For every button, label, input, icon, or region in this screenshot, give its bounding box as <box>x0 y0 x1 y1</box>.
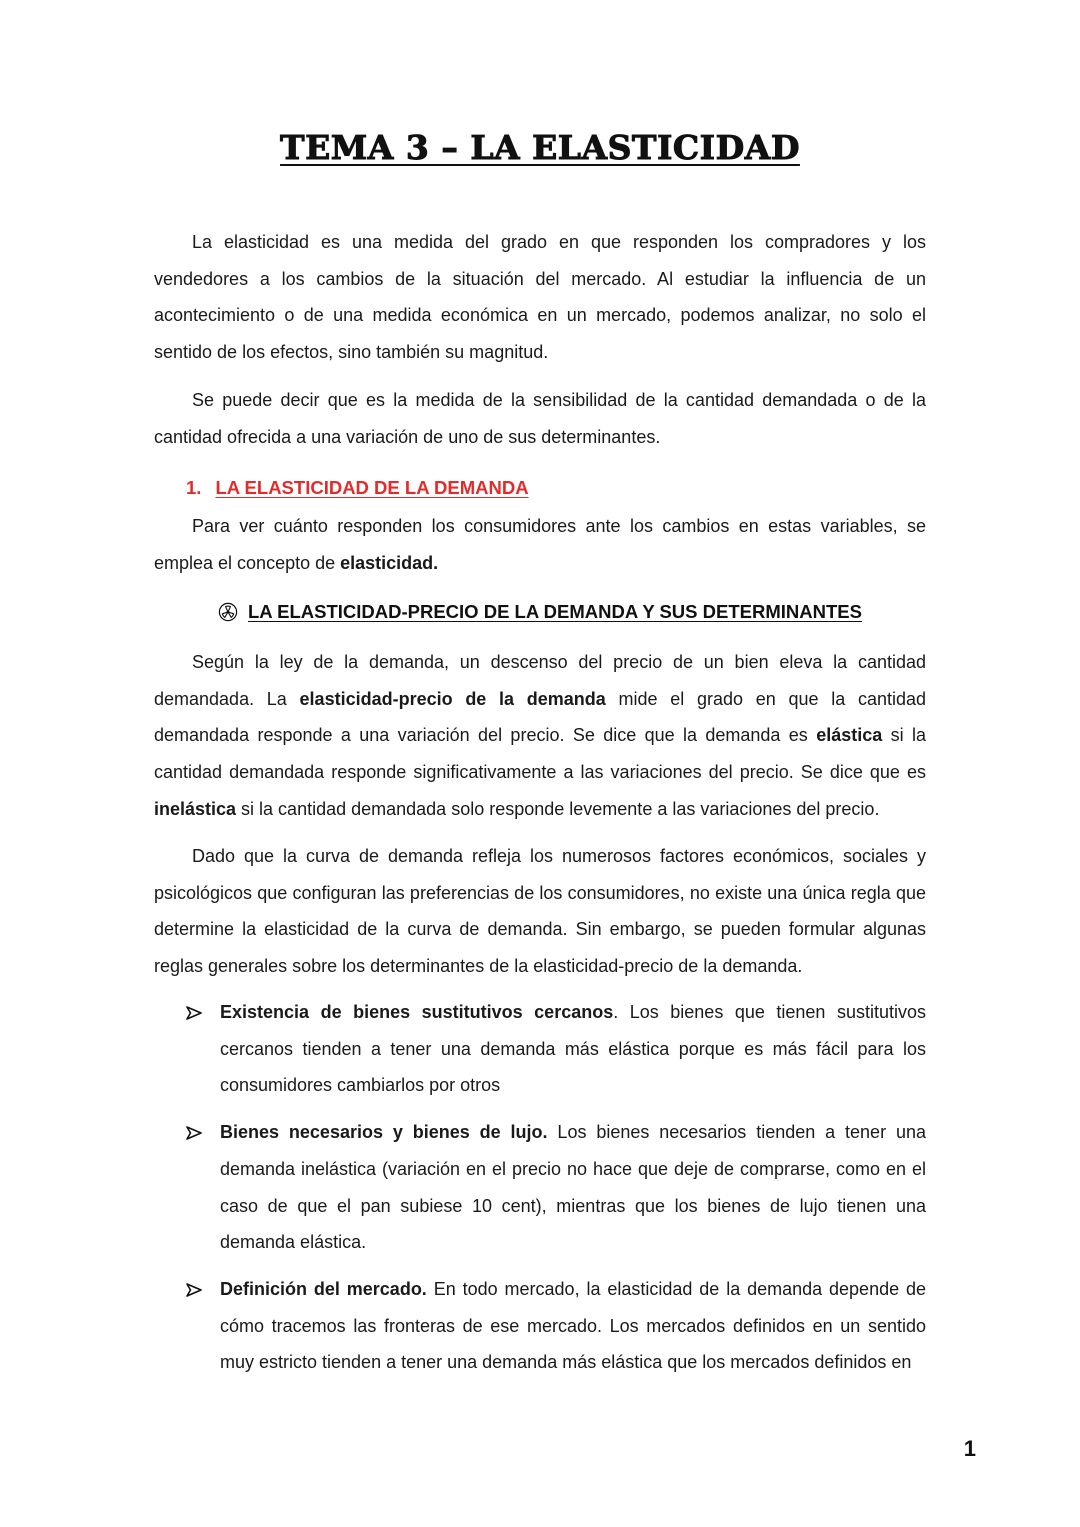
list-item <box>186 1271 926 1381</box>
section-1-number: 1. <box>186 477 202 498</box>
intro-block-2 <box>154 382 926 455</box>
document-title-text: TEMA 3 – LA ELASTICIDAD <box>280 128 800 167</box>
subsection-block-2 <box>154 838 926 985</box>
subsection-p1-bold-c: inelástica <box>154 798 237 819</box>
section-1-title: LA ELASTICIDAD DE LA DEMANDA <box>215 477 529 498</box>
subsection-block-1 <box>154 644 926 828</box>
subsection-p1-bold-b: elástica <box>816 725 883 746</box>
intro-block <box>154 224 926 371</box>
list-item-text <box>220 1271 926 1381</box>
subsection-p1-text-c: si la cantidad demandada responde significativamente a las variaciones del precio. Se dice que es <box>154 725 926 783</box>
determinants-list <box>186 994 926 1391</box>
section-1-heading <box>186 477 529 499</box>
section-1-paragraph <box>154 508 926 581</box>
subsection-heading <box>218 601 862 623</box>
subsection-title: LA ELASTICIDAD-PRECIO DE LA DEMANDA Y SUS DETERMINANTES <box>248 601 862 622</box>
list-item <box>186 1114 926 1261</box>
list-item-body: En todo mercado, la elasticidad de la demanda depende de cómo tracemos las fronteras de ese mercado. Los mercados definidos en un sentido muy estricto tienden a tener una demanda más elástica que los mercados definidos en <box>220 1278 927 1373</box>
subsection-p1-text-b: mide el grado en que la cantidad demandada responde a una variación del precio. Se dice que la demanda es <box>154 688 926 746</box>
section-1-block <box>154 508 926 581</box>
subsection-p1-bold-a: elasticidad-precio de la demanda <box>299 688 606 709</box>
list-item-body: . Los bienes que tienen sustitutivos cercanos tienden a tener una demanda más elástica porque es más fácil para los consumidores cambiarlos por otros <box>220 1002 926 1096</box>
subsection-p1-text-d: si la cantidad demandada solo responde levemente a las variaciones del precio. <box>236 798 880 819</box>
arrow-bullet-icon <box>186 1126 202 1140</box>
list-item-bold: Definición del mercado. <box>220 1278 427 1299</box>
document-page <box>154 0 926 1527</box>
arrow-bullet-icon <box>186 1283 202 1297</box>
intro-paragraph-2: Se puede decir que es la medida de la sensibilidad de la cantidad demandada o de la cantidad ofrecida a una variación de uno de sus determinantes. <box>154 390 926 447</box>
subsection-p1-text-a: Según la ley de la demanda, un descenso del precio de un bien eleva la cantidad demandada. La <box>154 652 926 709</box>
list-item-body: Los bienes necesarios tienden a tener una demanda inelástica (variación en el precio no hace que deje de comprarse, como en el caso de que el pan subiese 10 cent), mientras que los bienes de lujo tienen una demanda elástica. <box>220 1122 926 1253</box>
section-1-bold-term: elasticidad. <box>340 552 439 573</box>
page-number: 1 <box>963 1436 976 1461</box>
list-item-text <box>220 1114 926 1261</box>
radiation-symbol-icon <box>218 602 238 622</box>
arrow-bullet-icon <box>186 1006 202 1020</box>
list-item <box>186 994 926 1104</box>
document-title <box>154 128 926 167</box>
subsection-paragraph-2: Dado que la curva de demanda refleja los numerosos factores económicos, sociales y psicológicos que configuran las preferencias de los consumidores, no existe una única regla que determine la elasticidad de la curva de demanda. Sin embargo, se pueden formular algunas reglas generales sobre los determinantes de la elasticidad-precio de la demanda. <box>154 846 926 977</box>
intro-paragraph-1: La elasticidad es una medida del grado en que responden los compradores y los vendedores a los cambios de la situación del mercado. Al estudiar la influencia de un acontecimiento o de una medida económica en un mercado, podemos analizar, no solo el sentido de los efectos, sino también su magnitud. <box>154 232 926 363</box>
list-item-bold: Bienes necesarios y bienes de lujo. <box>220 1122 548 1143</box>
list-item-bold: Existencia de bienes sustitutivos cercanos <box>220 1002 614 1022</box>
subsection-paragraph-1 <box>154 644 926 828</box>
list-item-text <box>220 994 926 1104</box>
section-1-text: Para ver cuánto responden los consumidores ante los cambios en estas variables, se emplea el concepto de <box>154 516 926 573</box>
